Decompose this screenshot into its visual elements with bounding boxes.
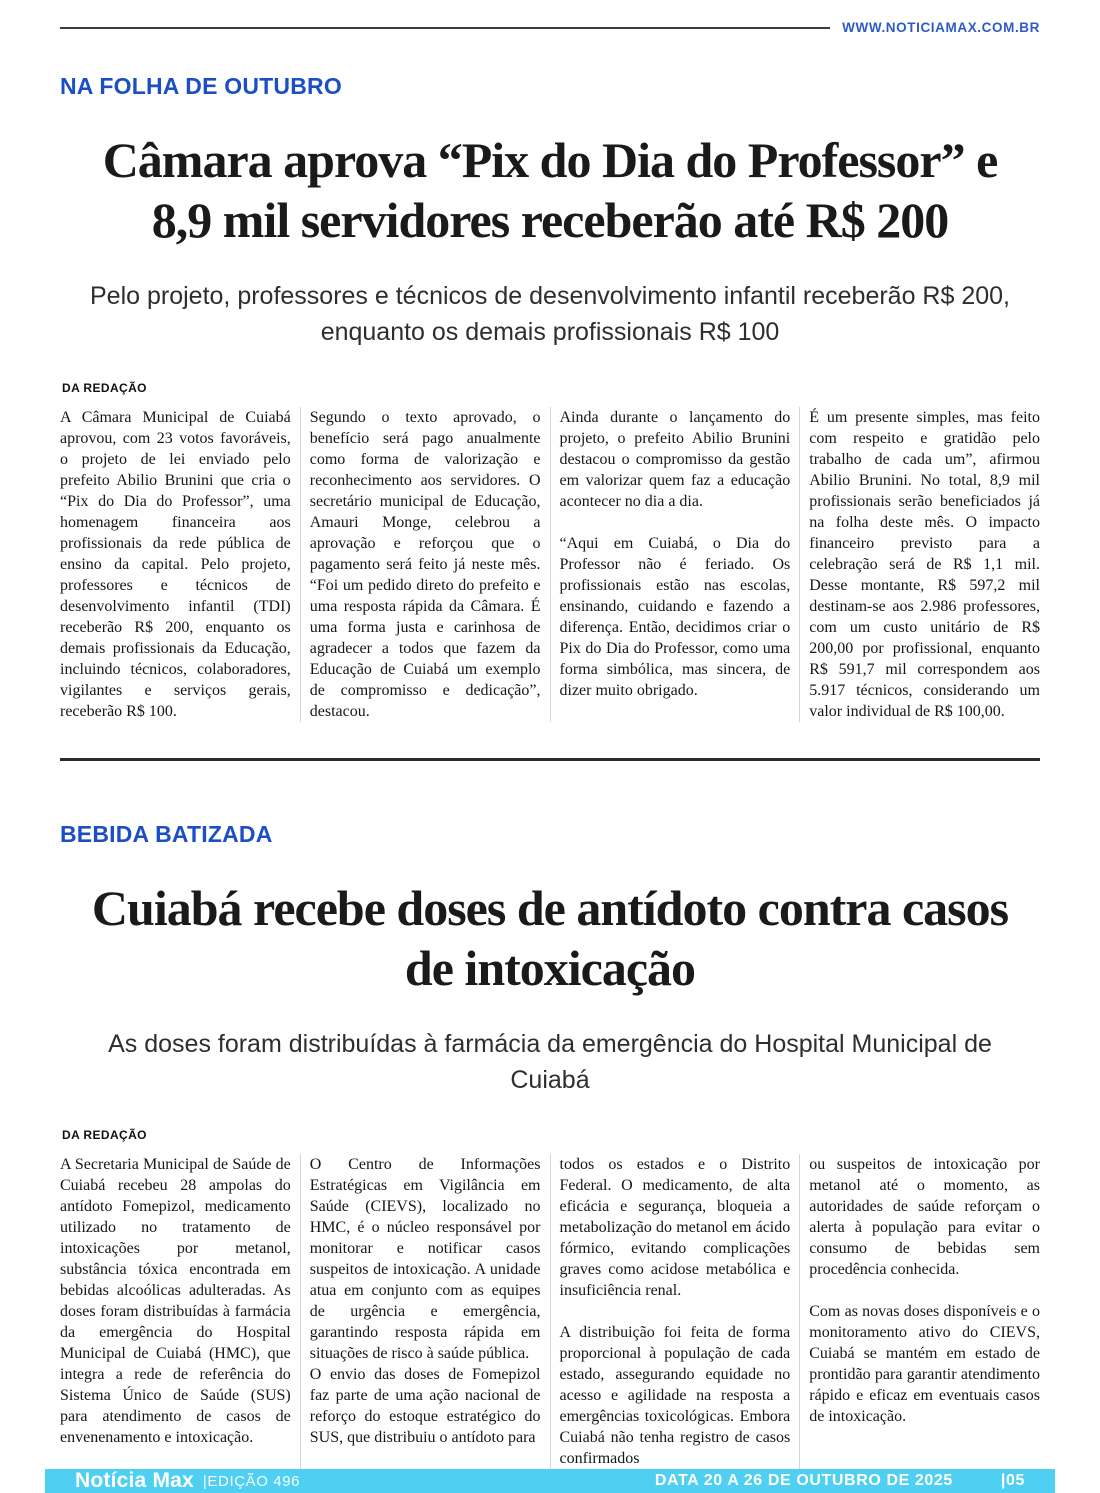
paragraph: É um presente simples, mas feito com respeito e gratidão pelo trabalho de cada um”, afirmou Abilio Brunini. No total, 8,9 mil profissionais serão beneficiados já na folha deste mês. O impacto financeiro previsto para a celebração será de R$ 1,1 mil. Desse montante, R$ 597,2 mil destinam-se aos 2.986 professores, com um custo unitário de R$ 200,00 por profissional, enquanto R$ 591,7 mil correspondem aos 5.917 técnicos, considerando um valor individual de R$ 100,00.: [809, 408, 1040, 720]
article-1-byline: DA REDAÇÃO: [62, 380, 147, 395]
article-column: [60, 407, 300, 722]
paragraph: Ainda durante o lançamento do projeto, o prefeito Abilio Brunini destacou o compromisso da gestão em valorizar quem faz a educação acontecer no dia a dia.: [559, 408, 791, 510]
edition-label: |EDIÇÃO 496: [202, 1472, 301, 1490]
site-url: WWW.NOTICIAMAX.COM.BR: [842, 20, 1040, 35]
footer-bar: [45, 1469, 1055, 1493]
paragraph: O Centro de Informações Estratégicas em Vigilância em Saúde (CIEVS), localizado no HMC, é o núcleo responsável por monitorar e notificar casos suspeitos de intoxicação. A unidade atua em conjunto com as equipes de urgência e emergência, garantindo resposta rápida em situações de risco à saúde pública.: [309, 1156, 541, 1362]
paragraph: “Aqui em Cuiabá, o Dia do Professor não é feriado. Os profissionais estão nas escolas, ensinando, cuidando e fazendo a diferença. Então, decidimos criar o Pix do Dia do Professor, como uma forma simbólica, mas sincera, de dizer muito obrigado.: [559, 534, 791, 699]
article-column: [550, 407, 800, 722]
article-column: [550, 1154, 800, 1469]
article-1-subheadline: Pelo projeto, professores e técnicos de desenvolvimento infantil receberão R$ 200, enquanto os demais profissionais R$ 100: [90, 282, 1010, 347]
paragraph: O envio das doses de Fomepizol faz parte de uma ação nacional de reforço do estoque estratégico do SUS, que distribuiu o antídoto para: [309, 1366, 541, 1446]
article-column: [300, 407, 550, 722]
date-label: DATA 20 A 26 DE OUTUBRO DE 2025: [654, 1472, 953, 1489]
article-2-headline: Cuiabá recebe doses de antídoto contra casos de intoxicação: [91, 879, 1009, 996]
article-column: [799, 407, 1040, 722]
paragraph: A distribuição foi feita de forma proporcional à população de cada estado, assegurando equidade no acesso e agilidade na resposta a emergências toxicológicas. Embora Cuiabá não tenha registro de casos confirmados: [559, 1324, 791, 1467]
paragraph: todos os estados e o Distrito Federal. O medicamento, de alta eficácia e segurança, bloqueia a metabolização do metanol em ácido fórmico, evitando complicações graves como acidose metabólica e insuficiência renal.: [559, 1156, 791, 1299]
footer-right: [655, 1472, 1025, 1490]
article-2-kicker: BEBIDA BATIZADA: [60, 820, 273, 847]
article-column: [60, 1154, 300, 1469]
article-column: [799, 1154, 1040, 1469]
article-1: [60, 73, 1040, 722]
paragraph: A Câmara Municipal de Cuiabá aprovou, com 23 votos favoráveis, o projeto de lei enviado pelo prefeito Abilio Brunini que cria o “Pix do Dia do Professor”, uma homenagem financeira aos profissionais da rede pública de ensino da capital. Pelo projeto, professores e técnicos de desenvolvimento infantil (TDI) receberão R$ 200, enquanto os demais profissionais da Educação, incluindo técnicos, colaboradores, vigilantes e serviços gerais, receberão R$ 100.: [60, 408, 291, 720]
section-divider: [60, 758, 1040, 761]
article-2-byline: DA REDAÇÃO: [62, 1128, 147, 1142]
article-column: [300, 1154, 550, 1469]
article-2-columns: [60, 1154, 1040, 1469]
article-1-kicker: NA FOLHA DE OUTUBRO: [60, 73, 342, 99]
article-1-headline: Câmara aprova “Pix do Dia do Professor” e 8,9 mil servidores receberão até R$ 200: [102, 132, 998, 248]
paragraph: ou suspeitos de intoxicação por metanol até o momento, as autoridades de saúde reforçam o alerta à população para evitar o consumo de bebidas sem procedência conhecida.: [809, 1156, 1040, 1278]
page-header: [60, 20, 1040, 35]
brand-name: Notícia Max: [75, 1469, 194, 1492]
article-2: [60, 821, 1040, 1470]
header-rule: [60, 27, 830, 29]
article-2-subheadline: As doses foram distribuídas à farmácia da emergência do Hospital Municipal de Cuiabá: [108, 1029, 992, 1094]
page-number: |05: [1000, 1472, 1025, 1489]
paragraph: Segundo o texto aprovado, o benefício será pago anualmente como forma de valorização e reconhecimento aos servidores. O secretário municipal de Educação, Amauri Monge, celebrou a aprovação e reforçou que o pagamento será feito já neste mês. “Foi um pedido direto do prefeito e uma resposta rápida da Câmara. É uma forma justa e carinhosa de agradecer a todos que fazem da Educação de Cuiabá um exemplo de compromisso e dedicação”, destacou.: [309, 408, 541, 720]
paragraph: Com as novas doses disponíveis e o monitoramento ativo do CIEVS, Cuiabá se mantém em estado de prontidão para garantir atendimento rápido e eficaz em eventuais casos de intoxicação.: [809, 1303, 1040, 1425]
paragraph: A Secretaria Municipal de Saúde de Cuiabá recebeu 28 ampolas do antídoto Fomepizol, medicamento utilizado no tratamento de intoxicações por metanol, substância tóxica encontrada em bebidas alcoólicas adulteradas. As doses foram distribuídas à farmácia da emergência do Hospital Municipal de Cuiabá (HMC), que integra a rede de referência do Sistema Único de Saúde (SUS) para atendimento de casos de envenenamento e intoxicação.: [60, 1156, 291, 1446]
article-1-columns: [60, 407, 1040, 722]
